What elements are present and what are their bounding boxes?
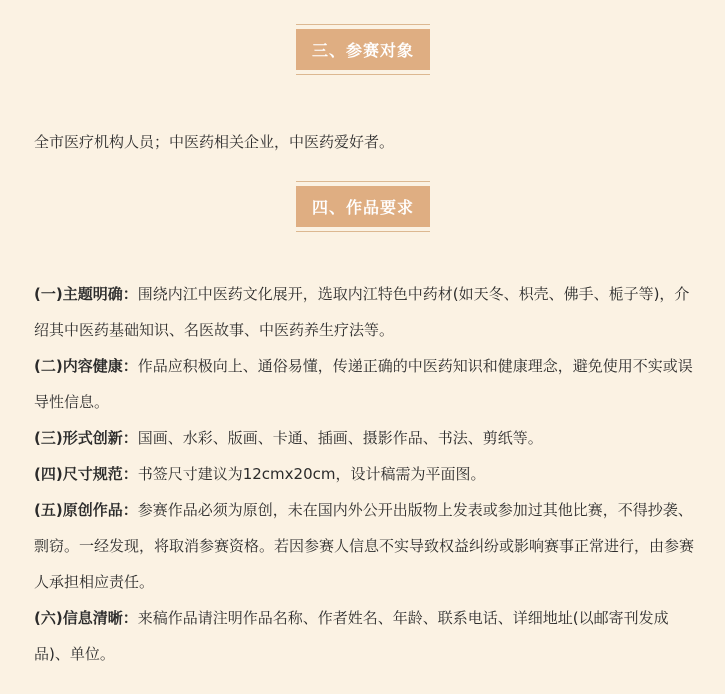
requirement-item-original: [34, 492, 698, 600]
requirement-label: (三)形式创新：: [34, 429, 138, 447]
requirements-list: [34, 276, 698, 672]
participants-text: 全市医疗机构人员；中医药相关企业，中医药爱好者。: [34, 133, 395, 151]
requirement-text: 作品应积极向上、通俗易懂，传递正确的中医药知识和健康理念，避免使用不实或误导性信息。: [34, 357, 693, 411]
requirement-text: 围绕内江中医药文化展开，选取内江特色中药材(如天冬、枳壳、佛手、栀子等)，介绍其中医药基础知识、名医故事、中医药养生疗法等。: [34, 285, 690, 339]
requirement-label: (五)原创作品：: [34, 501, 138, 519]
requirement-item-size: [34, 456, 698, 492]
requirement-item-theme: [34, 276, 698, 348]
requirement-item-form: [34, 420, 698, 456]
requirement-item-info: [34, 600, 698, 672]
requirement-item-content: [34, 348, 698, 420]
section-title-participants-text: 三、参赛对象: [296, 29, 430, 70]
requirement-text: 来稿作品请注明作品名称、作者姓名、年龄、联系电话、详细地址(以邮寄刊发成品)、单位。: [34, 609, 669, 663]
requirement-text: 国画、水彩、版画、卡通、插画、摄影作品、书法、剪纸等。: [137, 429, 543, 447]
requirement-text: 参赛作品必须为原创，未在国内外公开出版物上发表或参加过其他比赛，不得抄袭、剽窃。一经发现，将取消参赛资格。若因参赛人信息不实导致权益纠纷或影响赛事正常进行，由参赛人承担相应责任。: [34, 501, 695, 591]
requirement-label: (一)主题明确：: [34, 285, 138, 303]
section-title-requirements: [296, 181, 430, 232]
section-title-requirements-text: 四、作品要求: [296, 186, 430, 227]
requirement-label: (二)内容健康：: [34, 357, 138, 375]
requirement-label: (四)尺寸规范：: [34, 465, 138, 483]
requirement-label: (六)信息清晰：: [34, 609, 138, 627]
section-title-participants: [296, 24, 430, 75]
requirement-text: 书签尺寸建议为12cmx20cm，设计稿需为平面图。: [137, 465, 486, 483]
